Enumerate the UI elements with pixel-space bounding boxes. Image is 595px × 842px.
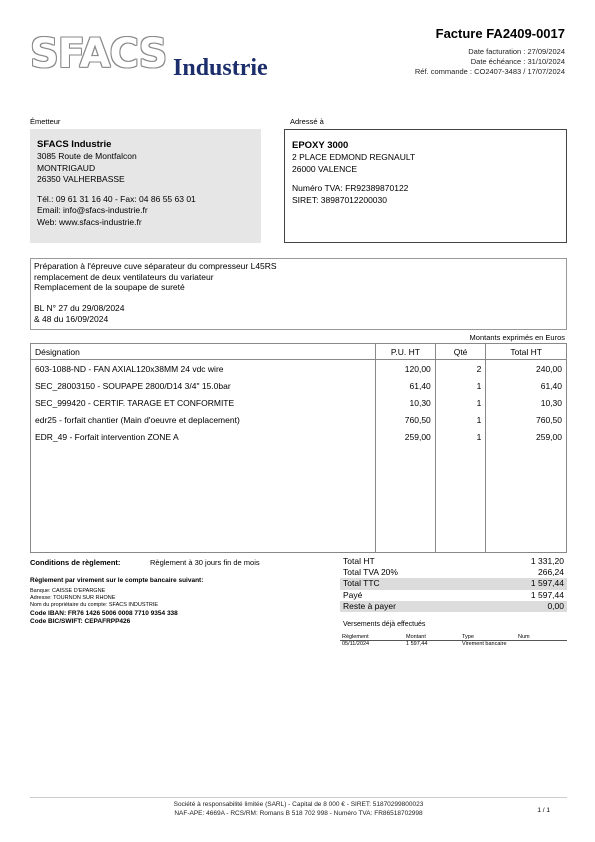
amounts-note: Montants exprimés en Euros bbox=[469, 333, 565, 342]
bank-iban: Code IBAN: FR76 1426 5006 0008 7710 9354 338 bbox=[30, 609, 178, 617]
footer-line: Société à responsabilité limitée (SARL) - Capital de 8 000 € - SIRET: 51870299800023 bbox=[173, 801, 424, 808]
cell-designation: 603-1088-ND - FAN AXIAL120x38MM 24 vdc wire bbox=[31, 360, 376, 378]
payment-num bbox=[516, 641, 567, 648]
destinataire-tva: Numéro TVA: FR92389870122 bbox=[292, 183, 409, 193]
date-echeance: Date échéance : 31/10/2024 bbox=[470, 57, 565, 66]
cell-designation: SEC_999420 - CERTIF. TARAGE ET CONFORMITE bbox=[31, 394, 376, 411]
total-ttc-row bbox=[340, 578, 567, 589]
total-value: 1 597,44 bbox=[530, 578, 564, 589]
payment-date: 05/11/2024 bbox=[342, 641, 370, 647]
filler-cell bbox=[486, 445, 567, 553]
items-table bbox=[30, 343, 567, 553]
emetteur-address-line: MONTRIGAUD bbox=[37, 162, 96, 173]
destinataire-box bbox=[284, 129, 567, 243]
emetteur-email: Email: info@sfacs-industrie.fr bbox=[37, 205, 148, 215]
payments-header: Montant bbox=[404, 634, 460, 641]
cell-qte: 1 bbox=[435, 394, 486, 411]
cell-total: 259,00 bbox=[486, 428, 567, 445]
cell-pu: 259,00 bbox=[376, 428, 436, 445]
cell-pu: 760,50 bbox=[376, 411, 436, 428]
total-value: 1 597,44 bbox=[530, 589, 564, 600]
cell-designation: EDR_49 - Forfait intervention ZONE A bbox=[31, 428, 376, 445]
table-row bbox=[31, 428, 567, 445]
destinataire-label: Adressé à bbox=[290, 117, 324, 126]
total-value: 0,00 bbox=[547, 600, 564, 611]
total-ht-row bbox=[340, 556, 567, 567]
payment-type: Virement bancaire bbox=[462, 641, 507, 647]
destinataire-siret: SIRET: 38987012200030 bbox=[292, 194, 387, 205]
description-line: Remplacement de la soupape de sureté bbox=[34, 282, 185, 292]
invoice-title: Facture FA2409-0017 bbox=[435, 26, 565, 41]
total-label: Reste à payer bbox=[343, 600, 396, 611]
total-tva-row bbox=[340, 567, 567, 578]
emetteur-phone: Tél.: 09 61 31 16 40 - Fax: 04 86 55 63 01 bbox=[37, 193, 196, 204]
cell-pu: 10,30 bbox=[376, 394, 436, 411]
bank-line: Nom du propriétaire du compte: SFACS INDUSTRIE bbox=[30, 602, 159, 609]
description-line: Préparation à l'épreuve cuve séparateur du compresseur L45RS bbox=[34, 261, 277, 271]
header-designation: Désignation bbox=[31, 344, 376, 360]
paid-row bbox=[340, 590, 567, 601]
emetteur-box bbox=[30, 129, 261, 243]
cell-qte: 1 bbox=[435, 377, 486, 394]
legal-footer bbox=[30, 797, 567, 818]
bank-line: Adresse: TOURNON SUR RHONE bbox=[30, 595, 116, 602]
cell-total: 10,30 bbox=[486, 394, 567, 411]
conditions-label: Conditions de règlement: bbox=[30, 558, 121, 567]
total-label: Total TVA 20% bbox=[343, 567, 398, 578]
total-label: Payé bbox=[343, 589, 363, 600]
cell-total: 760,50 bbox=[486, 411, 567, 428]
description-line bbox=[34, 293, 563, 304]
header-total: Total HT bbox=[486, 344, 567, 360]
table-row bbox=[31, 394, 567, 411]
bank-bic: Code BIC/SWIFT: CEPAFRPP426 bbox=[30, 617, 131, 625]
conditions-value: Règlement à 30 jours fin de mois bbox=[150, 558, 260, 567]
total-label: Total HT bbox=[343, 556, 375, 566]
table-header-row bbox=[31, 344, 567, 360]
payment-conditions bbox=[30, 558, 310, 626]
destinataire-name: EPOXY 3000 bbox=[292, 140, 349, 151]
emetteur-web: Web: www.sfacs-industrie.fr bbox=[37, 216, 142, 227]
emetteur-label: Émetteur bbox=[30, 117, 61, 126]
emetteur-address-line: 26350 VALHERBASSE bbox=[37, 174, 125, 184]
header-pu: P.U. HT bbox=[376, 344, 436, 360]
description-line: BL N° 27 du 29/08/2024 bbox=[34, 303, 125, 313]
description-line: remplacement de deux ventilateurs du variateur bbox=[34, 271, 214, 282]
page-number: 1 / 1 bbox=[537, 807, 550, 814]
conditions-row bbox=[30, 558, 310, 567]
logo-industrie-text: Industrie bbox=[173, 55, 268, 81]
cell-designation: SEC_28003150 - SOUPAPE 2800/D14 3/4" 15.0bar bbox=[31, 377, 376, 394]
payments-title: Versements déjà effectués bbox=[343, 621, 426, 628]
payments-header: Règlement bbox=[340, 634, 404, 641]
cell-qte: 1 bbox=[435, 428, 486, 445]
destinataire-address-line: 26000 VALENCE bbox=[292, 163, 358, 174]
cell-qte: 1 bbox=[435, 411, 486, 428]
emetteur-address-line: 3085 Route de Montfalcon bbox=[37, 151, 137, 161]
footer-line: NAF-APE: 4669A - RCS/RM: Romans B 518 702 998 - Numéro TVA: FR86518702998 bbox=[174, 810, 423, 817]
cell-qte: 2 bbox=[435, 360, 486, 378]
cell-total: 240,00 bbox=[486, 360, 567, 378]
total-label: Total TTC bbox=[343, 578, 380, 589]
bank-line: Banque: CAISSE D'EPARGNE bbox=[30, 588, 106, 594]
emetteur-name: SFACS Industrie bbox=[37, 139, 112, 150]
cell-pu: 61,40 bbox=[376, 377, 436, 394]
payments-row bbox=[340, 641, 567, 648]
ref-commande: Réf. commande : CO2407-3483 / 17/07/2024 bbox=[414, 67, 565, 76]
table-row bbox=[31, 360, 567, 378]
totals-block bbox=[340, 556, 567, 612]
logo-sfacs-text: SFACS bbox=[30, 31, 167, 77]
table-row bbox=[31, 377, 567, 394]
company-logo bbox=[30, 30, 290, 86]
payments-header: Num bbox=[516, 634, 567, 641]
cell-pu: 120,00 bbox=[376, 360, 436, 378]
total-value: 266,24 bbox=[538, 567, 564, 578]
date-facturation: Date facturation : 27/09/2024 bbox=[468, 47, 565, 56]
filler-cell bbox=[376, 445, 436, 553]
description-line: & 48 du 16/09/2024 bbox=[34, 313, 109, 324]
cell-total: 61,40 bbox=[486, 377, 567, 394]
filler-cell bbox=[435, 445, 486, 553]
cell-designation: edr25 - forfait chantier (Main d'oeuvre et deplacement) bbox=[31, 411, 376, 428]
payments-table bbox=[340, 634, 567, 647]
destinataire-address-line: 2 PLACE EDMOND REGNAULT bbox=[292, 152, 416, 162]
total-value: 1 331,20 bbox=[530, 556, 564, 566]
invoice-meta bbox=[415, 47, 565, 77]
payment-amount: 1 597,44 bbox=[406, 641, 428, 647]
header-qte: Qté bbox=[435, 344, 486, 360]
filler-cell bbox=[31, 445, 376, 553]
description-box bbox=[30, 258, 567, 330]
bank-title: Règlement par virement sur le compte bancaire suivant: bbox=[30, 577, 204, 584]
table-row bbox=[31, 411, 567, 428]
table-filler-row bbox=[31, 445, 567, 553]
remaining-row bbox=[340, 601, 567, 612]
payments-header: Type bbox=[460, 634, 516, 641]
